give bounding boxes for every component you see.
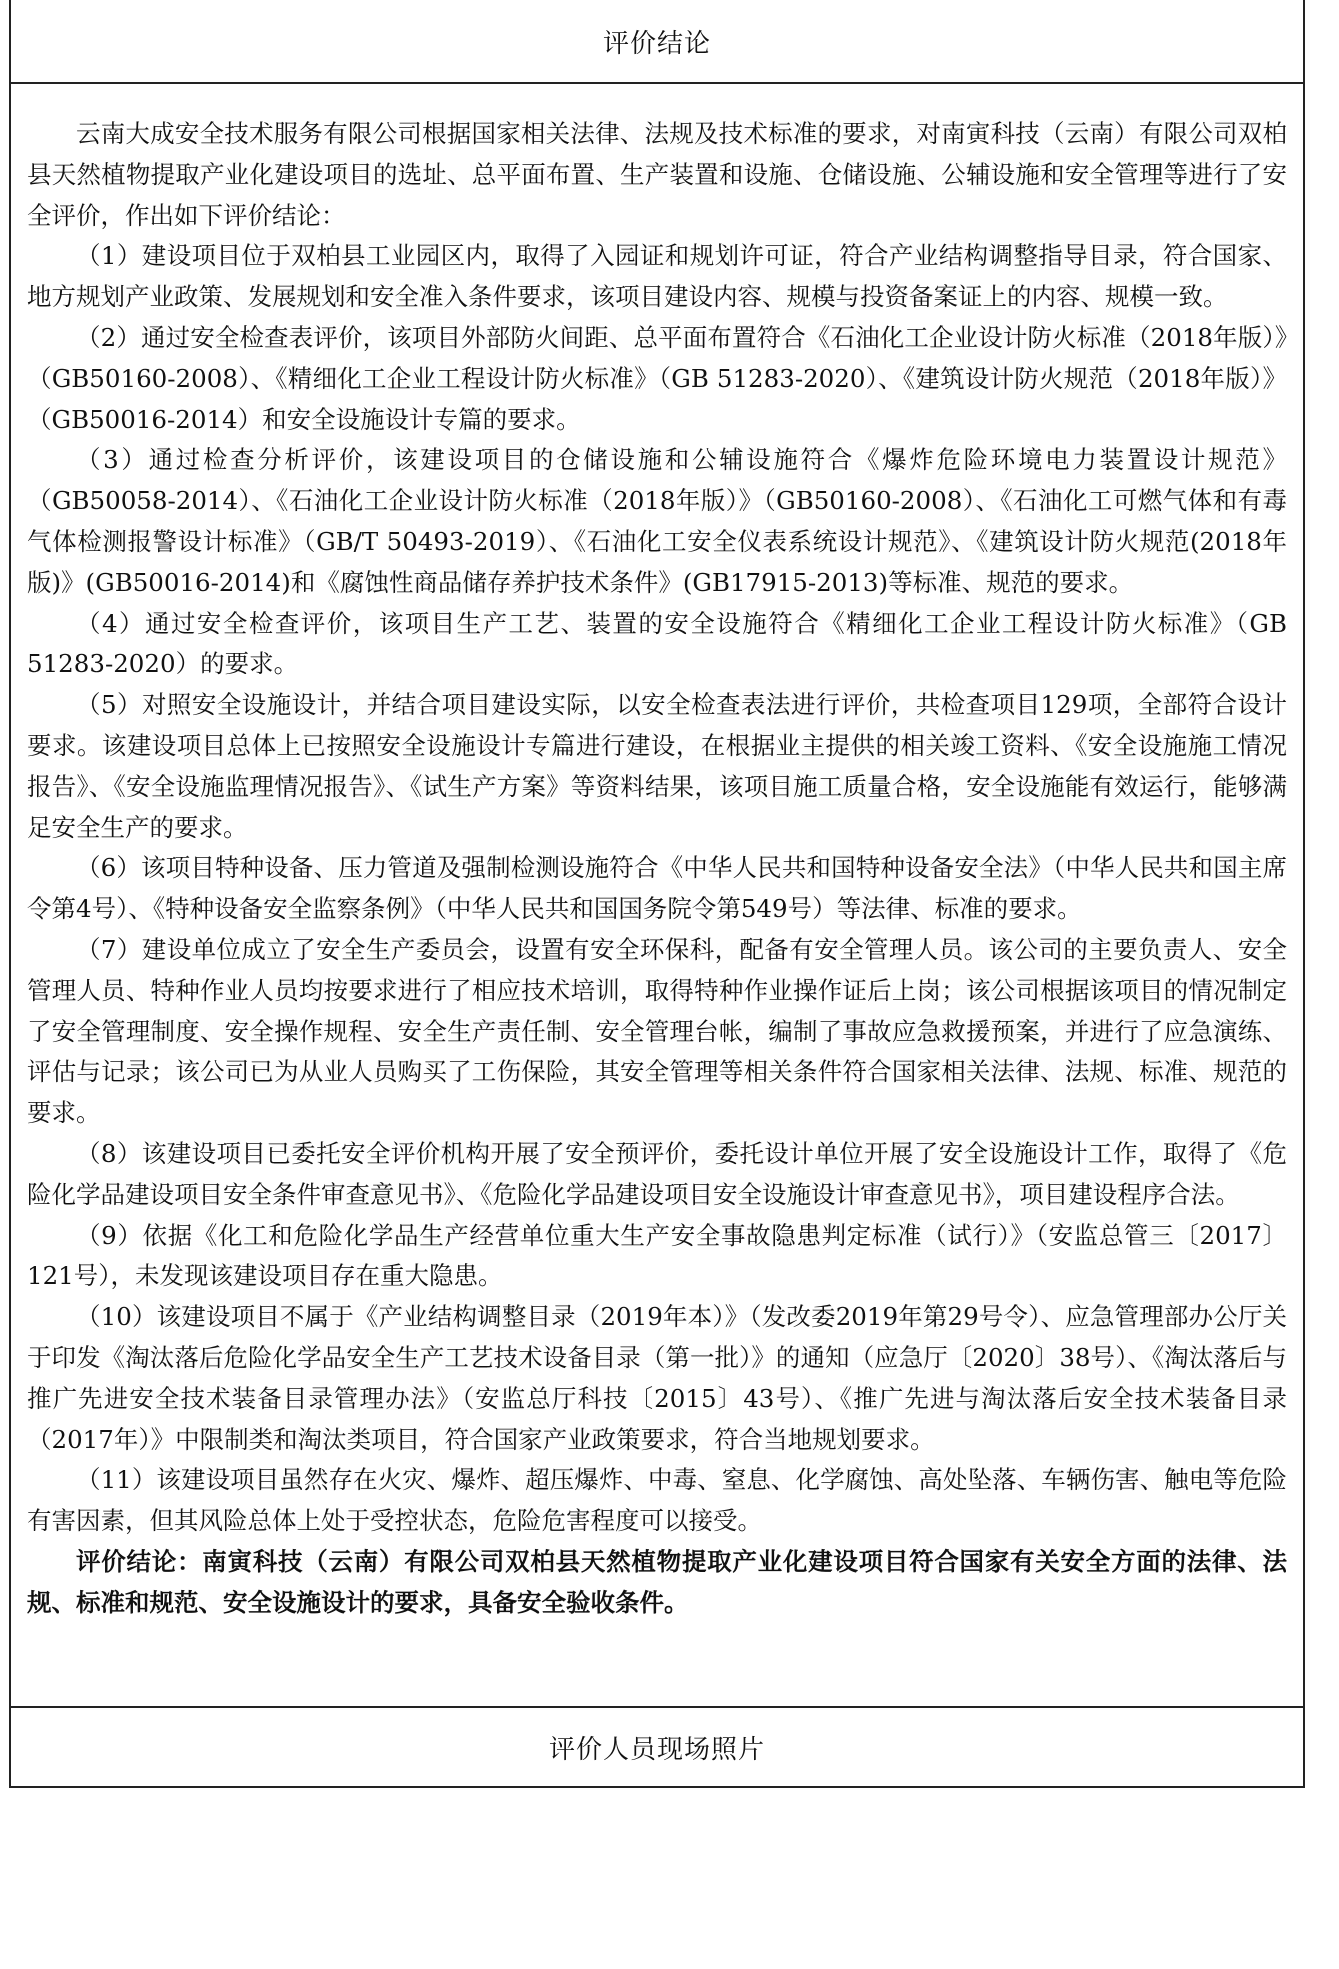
conclusion-item-11: （11）该建设项目虽然存在火灾、爆炸、超压爆炸、中毒、窒息、化学腐蚀、高处坠落、车辆伤害、触电等危险有害因素，但其风险总体上处于受控状态，危险危害程度可以接受。 xyxy=(27,1465,1287,1536)
conclusion-item-9: （9）依据《化工和危险化学品生产经营单位重大生产安全事故隐患判定标准（试行）》（安监总管三〔2017〕121号），未发现该建设项目存在重大隐患。 xyxy=(27,1220,1287,1291)
evaluation-table xyxy=(9,0,1305,1788)
conclusion-item-4: （4）通过安全检查评价，该项目生产工艺、装置的安全设施符合《精细化工企业工程设计防火标准》（GB 51283-2020）的要求。 xyxy=(27,608,1287,679)
conclusion-item-7: （7）建设单位成立了安全生产委员会，设置有安全环保科，配备有安全管理人员。该公司的主要负责人、安全管理人员、特种作业人员均按要求进行了相应技术培训，取得特种作业操作证后上岗；该公司根据该项目的情况制定了安全管理制度、安全操作规程、安全生产责任制、安全管理台帐，编制了事故应急救援预案，并进行了应急演练、评估与记录；该公司已为从业人员购买了工伤保险，其安全管理等相关条件符合国家相关法律、法规、标准、规范的要求。 xyxy=(27,934,1287,1128)
final-conclusion: 评价结论：南寅科技（云南）有限公司双柏县天然植物提取产业化建设项目符合国家有关安全方面的法律、法规、标准和规范、安全设施设计的要求，具备安全验收条件。 xyxy=(27,1546,1287,1617)
conclusion-item-1: （1）建设项目位于双柏县工业园区内，取得了入园证和规划许可证，符合产业结构调整指导目录，符合国家、地方规划产业政策、发展规划和安全准入条件要求，该项目建设内容、规模与投资备案证上的内容、规模一致。 xyxy=(27,241,1287,312)
conclusion-item-10: （10）该建设项目不属于《产业结构调整目录（2019年本）》（发改委2019年第29号令）、应急管理部办公厅关于印发《淘汰落后危险化学品安全生产工艺技术设备目录（第一批）》的通知（应急厅〔2020〕38号）、《淘汰落后与推广先进安全技术装备目录管理办法》（安监总厅科技〔2015〕43号）、《推广先进与淘汰落后安全技术装备目录（2017年）》中限制类和淘汰类项目，符合国家产业政策要求，符合当地规划要求。 xyxy=(27,1302,1287,1454)
conclusion-item-3: （3）通过检查分析评价，该建设项目的仓储设施和公辅设施符合《爆炸危险环境电力装置设计规范》（GB50058-2014）、《石油化工企业设计防火标准（2018年版）》（GB50160-2008）、《石油化工可燃气体和有毒气体检测报警设计标准》（GB/T 50493-2019）、《石油化工安全仪表系统设计规范》、《建筑设计防火规范(2018年版)》(GB50016-2014)和《腐蚀性商品储存养护技术条件》(GB17915-2013)等标准、规范的要求。 xyxy=(27,445,1287,597)
conclusion-body xyxy=(11,84,1303,1708)
table-header xyxy=(11,0,1303,84)
intro-paragraph: 云南大成安全技术服务有限公司根据国家相关法律、法规及技术标准的要求，对南寅科技（云南）有限公司双柏县天然植物提取产业化建设项目的选址、总平面布置、生产装置和设施、仓储设施、公辅设施和安全管理等进行了安全评价，作出如下评价结论： xyxy=(27,119,1287,230)
photo-section-header xyxy=(11,1708,1303,1786)
photo-section-title: 评价人员现场照片 xyxy=(548,1734,765,1765)
conclusion-item-2: （2）通过安全检查表评价，该项目外部防火间距、总平面布置符合《石油化工企业设计防火标准（2018年版）》（GB50160-2008）、《精细化工企业工程设计防火标准》（GB 51283-2020）、《建筑设计防火规范（2018年版）》（GB50016-2014）和安全设施设计专篇的要求。 xyxy=(27,322,1287,434)
conclusion-item-6: （6）该项目特种设备、压力管道及强制检测设施符合《中华人民共和国特种设备安全法》（中华人民共和国主席令第4号）、《特种设备安全监察条例》（中华人民共和国国务院令第549号）等法律、标准的要求。 xyxy=(27,853,1287,924)
conclusion-item-5: （5）对照安全设施设计，并结合项目建设实际，以安全检查表法进行评价，共检查项目129项，全部符合设计要求。该建设项目总体上已按照安全设施设计专篇进行建设，在根据业主提供的相关竣工资料、《安全设施施工情况报告》、《安全设施监理情况报告》、《试生产方案》等资料结果，该项目施工质量合格，安全设施能有效运行，能够满足安全生产的要求。 xyxy=(27,690,1287,842)
section-title: 评价结论 xyxy=(602,28,711,59)
conclusion-item-8: （8）该建设项目已委托安全评价机构开展了安全预评价，委托设计单位开展了安全设施设计工作，取得了《危险化学品建设项目安全条件审查意见书》、《危险化学品建设项目安全设施设计审查意见书》，项目建设程序合法。 xyxy=(27,1138,1287,1209)
